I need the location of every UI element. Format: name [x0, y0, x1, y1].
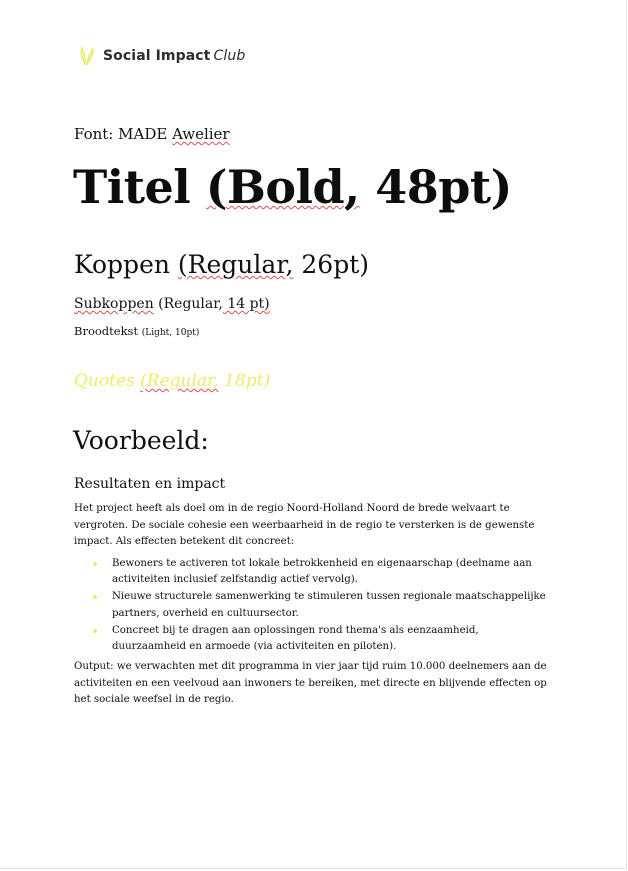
list-item: Nieuwe structurele samenwerking te stimuleren tussen regionale maatschappelijke partners, overheid en cultuursector.	[74, 589, 548, 621]
example-subheading: Resultaten en impact	[74, 476, 226, 492]
output-paragraph: Output: we verwachten met dit programma in vier jaar tijd ruim 10.000 deelnemers aan de activiteiten en een veelvoud aan inwoners te bereiken, met directe en blijvende effecten op het sociale weefsel in de regio.	[74, 661, 547, 705]
list-item: Bewoners te activeren tot lokale betrokkenheid en eigenaarschap (deelname aan activiteiten inclusief zelfstandig actief vervolg).	[74, 556, 548, 588]
bullet-icon	[93, 595, 97, 599]
font-name-line: Font: MADE Awelier	[74, 125, 230, 143]
intro-paragraph: Het project heeft als doel om in de regio Noord-Holland Noord de brede welvaart te vergroten. De sociale cohesie een weerbaarheid in de regio te versterken is de gewenste impact. Als effecten betekent dit concreet:	[74, 503, 535, 547]
list-item: Concreet bij te dragen aan oplossingen rond thema's als eenzaamheid, duurzaamheid en armoede (via activiteiten en piloten).	[74, 623, 548, 655]
logo	[79, 45, 245, 67]
quote-sample: Quotes (Regular, 18pt)	[74, 371, 271, 391]
bullet-icon	[93, 629, 97, 633]
heading-sample: Koppen (Regular, 26pt)	[74, 250, 369, 279]
example-heading: Voorbeeld:	[73, 426, 209, 455]
sprout-icon	[79, 45, 97, 67]
logo-text: Social Impact Club	[103, 48, 246, 64]
body-text-sample: Broodtekst (Light, 10pt)	[74, 324, 200, 338]
bullet-icon	[93, 562, 97, 566]
bullet-list	[74, 556, 548, 656]
subheading-sample: Subkoppen (Regular, 14 pt)	[74, 296, 270, 312]
title-sample: Titel (Bold, 48pt)	[73, 160, 512, 214]
